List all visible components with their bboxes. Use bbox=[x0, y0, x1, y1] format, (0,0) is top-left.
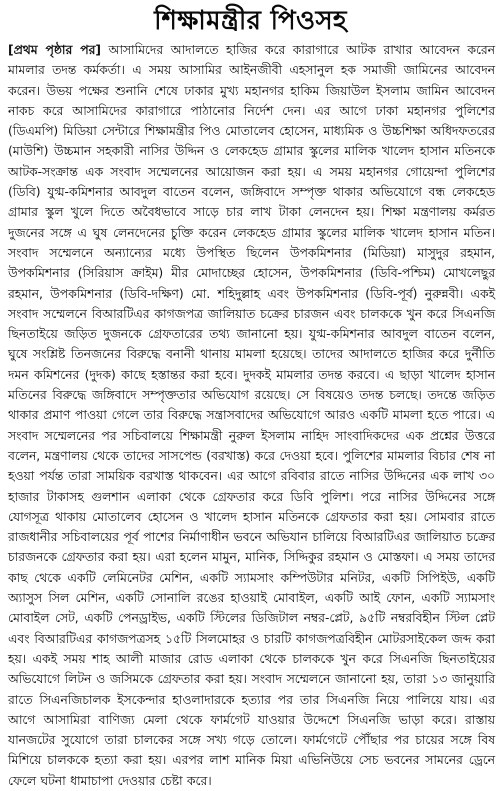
article-paragraph bbox=[8, 40, 495, 791]
continuation-marker: [প্রথম পৃষ্ঠার পর] bbox=[8, 43, 101, 57]
article-body bbox=[8, 40, 495, 788]
headline: শিক্ষামন্ত্রীর পিওসহ bbox=[154, 6, 347, 36]
article-text: আসামিদের আদালতে হাজির করে কারাগারে আটক রাখার আবেদন করেন মামলার তদন্ত কর্মকর্তা। এ সময় আসামির আইনজীবী এহসানুল হক সমাজী জামিনের আবেদন করেন। উভয় পক্ষের শুনানি শেষে ঢাকার মুখ্য মহানগর হাকিম জিয়াউল ইসলাম জামিন আবেদন নাকচ করে আসামিদের কারাগারে পাঠানোর নির্দেশ দেন। এর আগে ঢাকা মহানগর পুলিশের (ডিএমপি) মিডিয়া সেন্টারে শিক্ষামন্ত্রীর পিও মোতালেব হোসেন, মাধ্যমিক ও উচ্চশিক্ষা অধিদফতরের (মাউশি) উচ্চমান সহকারী নাসির উদ্দিন ও লেকহেড গ্রামার স্কুলের মালিক খালেদ হাসান মতিনকে আটক-সংক্রান্ত এক সংবাদ সম্মেলনের আয়োজন করা হয়। এ সময় মহানগর গোয়েন্দা পুলিশের (ডিবি) যুগ্ম-কমিশনার আবদুল বাতেন বলেন, জঙ্গিবাদে সম্পৃক্ত থাকার অভিযোগে বন্ধ লেকহেড গ্রামার স্কুল খুলে দিতে অবৈধভাবে সাড়ে চার লাখ টাকা লেনদেন হয়। শিক্ষা মন্ত্রণালয় কর্মরত দুজনের সঙ্গে এ ঘুষ লেনদেনের চুক্তি করেন লেকহেড গ্রামার স্কুলের মালিক খালেদ হাসান মতিন। সংবাদ সম্মেলনে অন্যান্যের মধ্যে উপস্থিত ছিলেন উপকমিশনার (মিডিয়া) মাসুদুর রহমান, উপকমিশনার (সিরিয়াস ক্রাইম) মীর মোদাচ্ছের হোসেন, উপকমিশনার (ডিবি-পশ্চিম) মোখলেছুর রহমান, উপকমিশনার (ডিবি-দক্ষিণ) মো. শহিদুল্লাহ এবং উপকমিশনার (ডিবি-পূর্ব) নুরুন্নবী। একই সংবাদ সম্মেলনে বিআরটিএর কাগজপত্র জালিয়াত চক্রের চারজন এবং চালককে খুন করে সিএনজি ছিনতাইয়ে জড়িত দুজনকে গ্রেফতারের তথ্য জানানো হয়। যুগ্ম-কমিশনার আবদুল বাতেন বলেন, ঘুষে সংশ্লিষ্ট তিনজনের বিরুদ্ধে বনানী থানায় মামলা হয়েছে। তাদের আদালতে হাজির করে দুর্নীতি দমন কমিশনের (দুদক) কাছে হস্তান্তর করা হবে। দুদকই মামলার তদন্ত করবে। এ ছাড়া খালেদ হাসান মতিনের বিরুদ্ধে জঙ্গিবাদে সম্পৃক্ততার অভিযোগ রয়েছে। সে বিষয়েও তদন্ত চলছে। তদন্তে জড়িত থাকার প্রমাণ পাওয়া গেলে তার বিরুদ্ধে সন্ত্রাসবাদের অভিযোগে আরও একটি মামলা হতে পারে। এ সংবাদ সম্মেলনের পর সচিবালয়ে শিক্ষামন্ত্রী নুরুল ইসলাম নাহিদ সাংবাদিকদের এক প্রশ্নের উত্তরে বলেন, মন্ত্রণালয় থেকে তাদের সাসপেন্ড (বরখাস্ত) করে দেওয়া হবে। পুলিশের মামলার বিচার শেষ না হওয়া পর্যন্ত তারা সাময়িক বরখাস্ত থাকবেন। এর আগে রবিবার রাতে নাসির উদ্দিনের এক লাখ ৩০ হাজার টাকাসহ গুলশান এলাকা থেকে গ্রেফতার করে ডিবি পুলিশ। পরে নাসির উদ্দিনের সঙ্গে যোগসূত্র থাকায় মোতালেব হোসেন ও খালেদ হাসান মতিনকে গ্রেফতার করা হয়। সোমবার রাতে রাজধানীর সচিবালয়ের পূর্ব পাশের নির্মাণাধীন ভবনে অভিযান চালিয়ে বিআরটিএর জালিয়াত চক্রের চারজনকে গ্রেফতার করা হয়। এরা হলেন মামুন, মানিক, সিদ্দিকুর রহমান ও মোস্তফা। এ সময় তাদের কাছ থেকে একটি লেমিনেটর মেশিন, একটি স্যামসাং কম্পিউটার মনিটর, একটি সিপিইউ, একটি অ্যাসুস সিল মেশিন, একটি সোনালি রঙের হাওয়াই মোবাইল, একটি আই ফোন, একটি স্যামসাং মোবাইল সেট, একটি পেনড্রাইভ, একটি স্টিলের ডিজিটাল নম্বর-প্লেট, ৯৫টি নম্বরবিহীন স্টিল প্লেট এবং বিআরটিএর কাগজপত্রসহ ১৫টি সিলমোহর ও চারটি কাগজপত্রবিহীন মোটরসাইকেল জব্দ করা হয়। একই সময় শাহ আলী মাজার রোড এলাকা থেকে চালককে খুন করে সিএনজি ছিনতাইয়ের অভিযোগে লিটন ও জসিমকে গ্রেফতার করা হয়। সংবাদ সম্মেলনে জানানো হয়, তারা ১৩ জানুয়ারি রাতে সিএনজিচালক ইসকেন্দার হাওলাদারকে হত্যার পর তার সিএনজি নিয়ে পালিয়ে যায়। এর আগে আসামিরা বাণিজ্য মেলা থেকে ফার্মগেট যাওয়ার উদ্দেশে সিএনজি ভাড়া করে। রাস্তায় যানজটের সুযোগে তারা চালকের সঙ্গে সখ্য গড়ে তোলে। ফার্মগেটে পৌঁছার পর চায়ের সঙ্গে বিষ মিশিয়ে চালককে হত্যা করা হয়। এরপর লাশ মানিক মিয়া এভিনিউয়ে সেচ ভবনের সামনের ড্রেনে ফেলে ঘটনা ধামাচাপা দেওয়ার চেষ্টা করে। bbox=[8, 43, 495, 788]
